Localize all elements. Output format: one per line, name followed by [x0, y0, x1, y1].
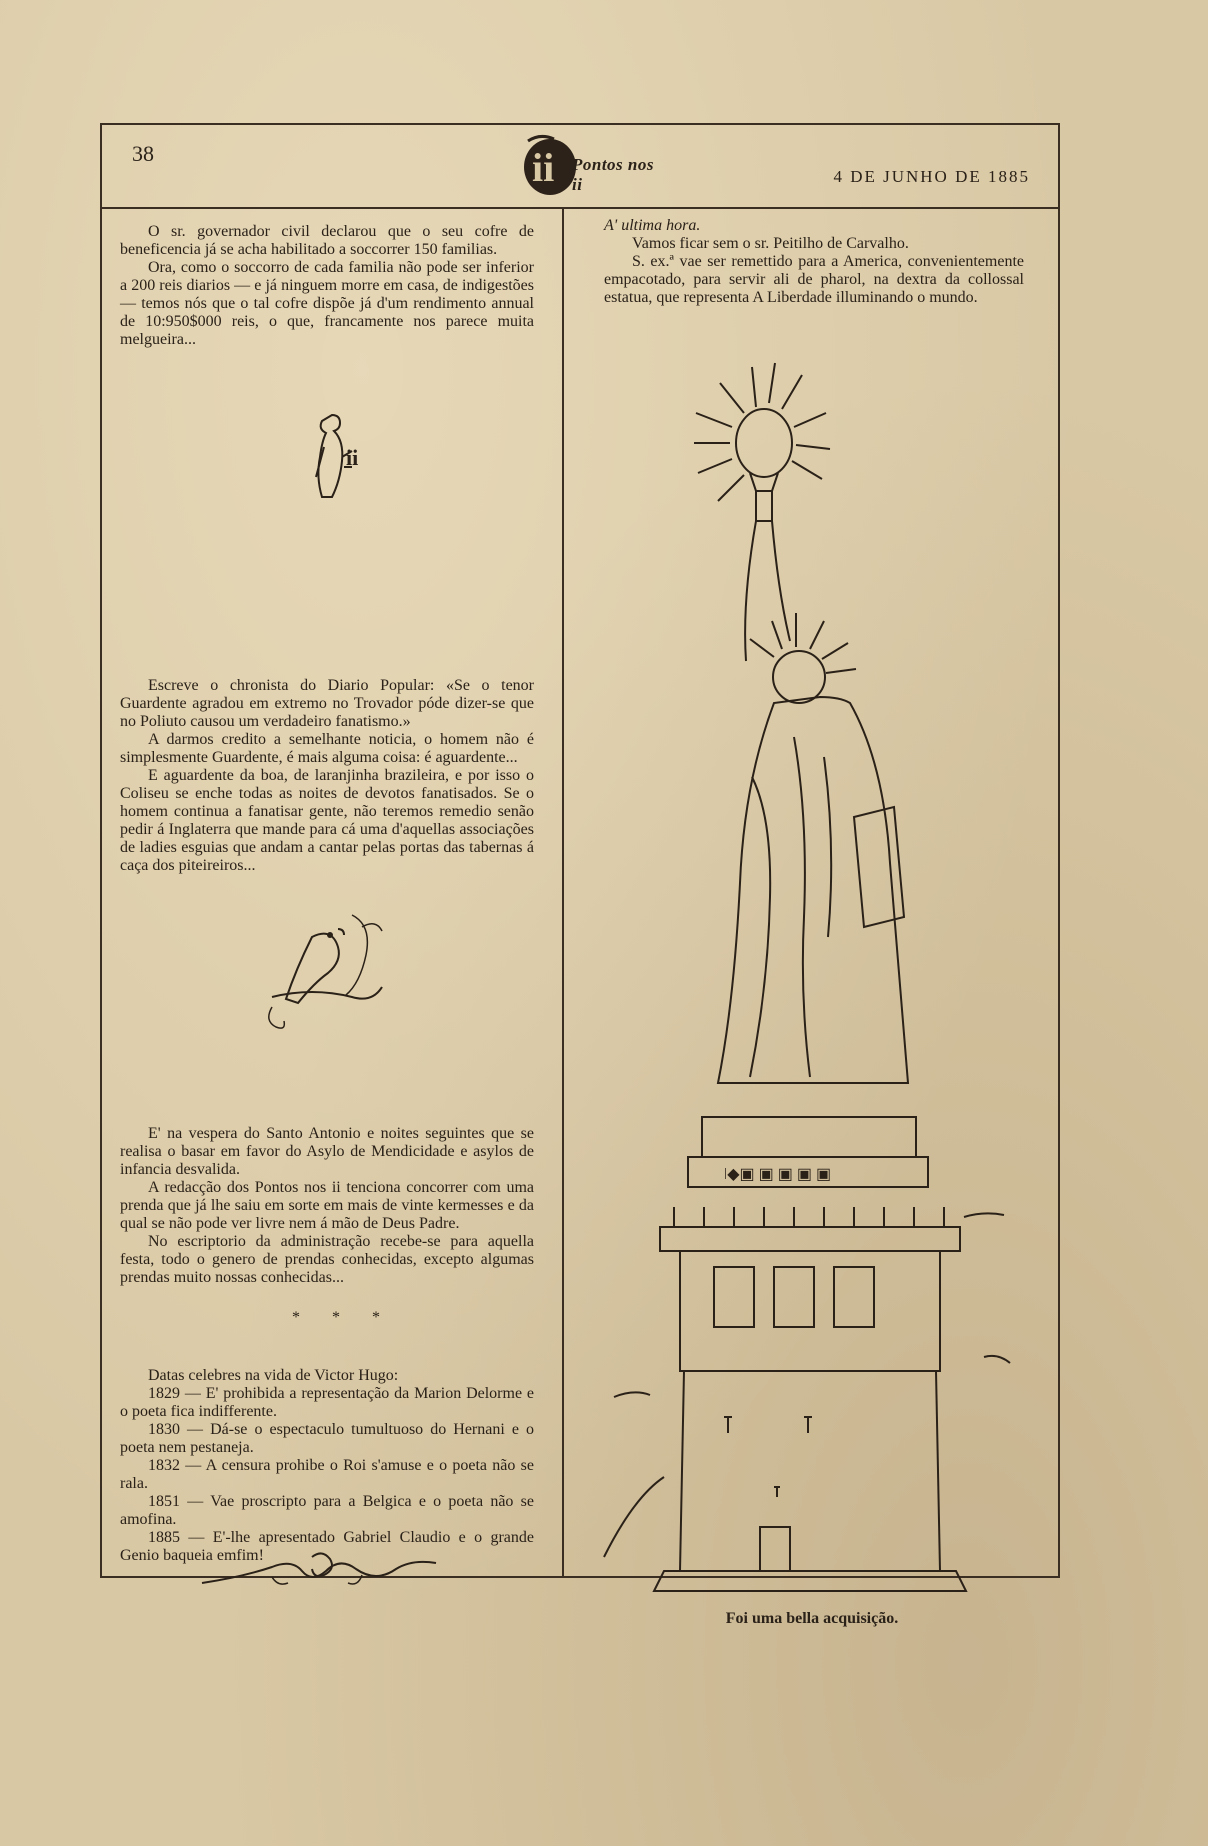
- left-column: [102, 207, 562, 1578]
- paragraph: Ora, como o soccorro de cada familia não pode ser inferior a 200 reis diarios — e já ninguem morre em casa, de indigestões — temos nós que o tal cofre dispõe já d'um rendimento annual de 10:950$000 reis, o que, francamente nos parece muita melgueira...: [120, 259, 534, 348]
- paragraph: E' na vespera do Santo Antonio e noites seguintes que se realisa o basar em favor do Asylo de Mendicidade e asylos de infancia desvalida.: [120, 1125, 534, 1178]
- page-number: 38: [132, 141, 154, 166]
- statue-of-liberty-illustration: [584, 357, 1044, 1597]
- masthead-title: Pontos nos ii: [572, 155, 654, 194]
- article-victor-hugo: [120, 1367, 534, 1565]
- paragraph: A' ultima hora.: [604, 217, 701, 234]
- illustration-caption: Foi uma bella acquisição.: [725, 1610, 899, 1627]
- svg-text:ii: ii: [532, 145, 555, 190]
- paragraph: O sr. governador civil declarou que o seu cofre de beneficencia já se acha habilitado a soccorrer 150 familias.: [120, 223, 534, 258]
- article-beneficencia: [120, 223, 534, 349]
- small-figure-illustration: [302, 407, 362, 507]
- paragraph: No escriptorio da administração recebe-se para aquella festa, todo o genero de prendas conhecidas, excepto algumas prendas muito nossas conhecidas...: [120, 1233, 534, 1286]
- right-column: [564, 207, 1060, 1627]
- paragraph: 1851 — Vae proscripto para a Belgica e o poeta não se amofina.: [120, 1493, 534, 1528]
- paragraph: S. ex.ª vae ser remettido para a America, convenientemente empacotado, para servir ali de pharol, na dextra da collossal estatua, que representa A Liberdade illuminando o mundo.: [604, 253, 1024, 306]
- paragraph: Escreve o chronista do Diario Popular: «Se o tenor Guardente agradou em extremo no Trovador póde dizer-se que no Poliuto causou um verdadeiro fanatismo.»: [120, 677, 534, 730]
- paragraph: A redacção dos Pontos nos ii tenciona concorrer com uma prenda que já lhe saiu em sorte em mais de vinte kermesses e da qual se não pode ver livre nem á mão de Deus Padre.: [120, 1179, 534, 1232]
- svg-text:ǀ◆▣ ▣ ▣ ▣ ▣: ǀ◆▣ ▣ ▣ ▣ ▣: [724, 1166, 832, 1183]
- svg-text:ii: ii: [346, 445, 359, 470]
- parrot-ornament-illustration: [252, 907, 392, 1037]
- page-header: [102, 125, 1058, 209]
- paragraph: Vamos ficar sem o sr. Peitilho de Carvalho.: [632, 235, 909, 252]
- paragraph: Datas celebres na vida de Victor Hugo:: [148, 1367, 399, 1384]
- paragraph: 1830 — Dá-se o espectaculo tumultuoso do Hernani e o poeta nem pestaneja.: [120, 1421, 534, 1456]
- paragraph: 1832 — A censura prohibe o Roi s'amuse e o poeta não se rala.: [120, 1457, 534, 1492]
- paragraph: A darmos credito a semelhante noticia, o homem não é simplesmente Guardente, é mais alguma coisa: é aguardente...: [120, 731, 534, 766]
- section-separator: * * *: [292, 1309, 394, 1326]
- page-frame: [100, 123, 1060, 1627]
- scroll-ornament-illustration: [192, 1547, 452, 1597]
- article-guardente: [120, 677, 534, 875]
- paragraph: 1885 — E'-lhe apresentado Gabriel Claudio e o grande Genio baqueia emfim!: [120, 1529, 534, 1564]
- paragraph: 1829 — E' prohibida a representação da Marion Delorme e o poeta fica indifferente.: [120, 1385, 534, 1420]
- masthead-logo: [520, 131, 660, 199]
- issue-date: 4 DE JUNHO DE 1885: [833, 167, 1030, 186]
- article-basar: [120, 1125, 534, 1287]
- paragraph: E aguardente da boa, de laranjinha brazileira, e por isso o Coliseu se enche todas as noites de devotos fanatisados. Se o homem continua a fanatisar gente, não teremos remedio senão pedir á Inglaterra que mande para cá uma d'aquellas associações de ladies esguias que andam a cantar pelas portas das tabernas á caça dos piteireiros...: [120, 767, 534, 874]
- article-peitilho: [604, 217, 1024, 307]
